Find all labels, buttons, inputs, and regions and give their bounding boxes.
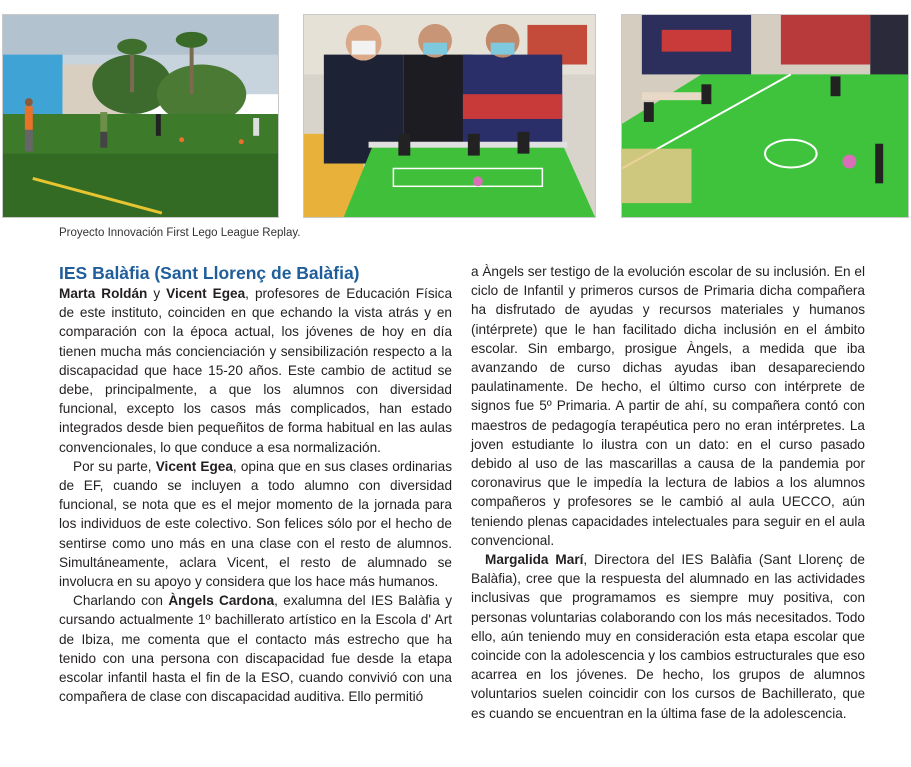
paragraph-5	[471, 550, 865, 723]
paragraph-4: a Àngels ser testigo de la evolución escolar de su inclusión. En el ciclo de Infantil y primeros cursos de Primaria dicha compañera ha disfrutado de ayudas y recursos materiales y humanos (intérprete) que le han facilitado dicha inclusión en el ámbito escolar. Sin embargo, prosigue Àngels, a medida que iba avanzando de curso dichas ayudas iban desapareciendo paulatinamente. De hecho, el último curso con intérprete de signos fue 5º Primaria. A partir de ahí, su compañera contó con maestros de pedagogía terapéutica pero no eran intérpretes. La joven estudiante lo ilustra con un dato: en el curso pasado debido al uso de las mascarillas a causa de la pandemia por coronavirus que le impedía la lectura de labios a los alumnos compañeros y profesores se le cambió al aula UECCO, aún teniendo plenas capacidades intelectuales para seguir en el aula convencional.	[471, 264, 865, 548]
robot-soccer-closeup-photo	[621, 14, 909, 218]
photo-caption: Proyecto Innovación First Lego League Replay.	[59, 227, 301, 239]
article-column-right	[471, 262, 865, 723]
name-vicent-egea: Vicent Egea	[166, 286, 246, 301]
paragraph-5-text: , Directora del IES Balàfia (Sant Llorenç de Balàfia), cree que la respuesta del alumnado en las actividades inclusivas que programamos es siempre muy positiva, con personas voluntarias colaborando con los más necesitados. Todo ello, aún teniendo muy en consideración esta etapa escolar que coincide con la adolescencia y los cambios estructurales que eso acarrea en los jóvenes. De hecho, los grupos de alumnos voluntarios suelen coincidir con los cursos de Bachillerato, que es cuando se encuentran en la última fase de la adolescencia.	[471, 552, 865, 721]
paragraph-2-pre: Por su parte,	[73, 458, 156, 474]
paragraph-2	[59, 457, 452, 591]
paragraph-2-text: , opina que en sus clases ordinarias de EF, cuando se incluyen a todo alumno con diversidad funcional, se nota que es el mejor momento de la jornada para los individuos de este colectivo. Son felices sólo por el hecho de sentirse como uno más en una clase con el resto de alumnos. Simultáneamente, aclara Vicent, el resto de alumnado se involucra en su apoyo y considera que los hace más humanos.	[59, 458, 452, 590]
soccer-field-photo	[2, 14, 279, 218]
paragraph-3-text: , exalumna del IES Balàfia y cursando actualmente 1º bachillerato artístico en la Escola d' Art de Ibiza, me comenta que el contacto más estrecho que ha tenido con una persona con discapacidad fue desde la etapa escolar infantil hasta el fin de la ESO, cuando convivió con una compañera de clase con discapacidad auditiva. Ello permitió	[59, 593, 453, 705]
name-margalida-mari: Margalida Marí	[485, 552, 584, 568]
article-column-left	[59, 262, 452, 706]
paragraph-3-pre: Charlando con	[73, 593, 169, 609]
name-angels-cardona: Àngels Cardona	[168, 593, 275, 609]
paragraph-3	[59, 591, 452, 706]
paragraph-1-join: y	[147, 286, 167, 301]
students-robot-table-photo	[303, 14, 596, 218]
paragraph-1	[59, 284, 452, 457]
paragraph-1-text: , profesores de Educación Física de este instituto, coinciden en que echando la vista atrás y en comparación con la época actual, los jóvenes de hoy en día tienen mucha más concienciación y sensibilización respecto a la discapacidad que hace 15-20 años. Este cambio de actitud se debe, principalmente, a que los alumnos con diversidad funcional, excepto los casos más complicados, han estado integrados desde bien pequeñitos de forma habitual en las aulas convencionales, lo que conduce a esa normalización.	[59, 286, 453, 455]
name-vicent-egea-2: Vicent Egea	[155, 458, 233, 474]
name-marta-roldan: Marta Roldán	[59, 286, 148, 301]
article-heading: IES Balàfia (Sant Llorenç de Balàfia)	[59, 263, 360, 283]
